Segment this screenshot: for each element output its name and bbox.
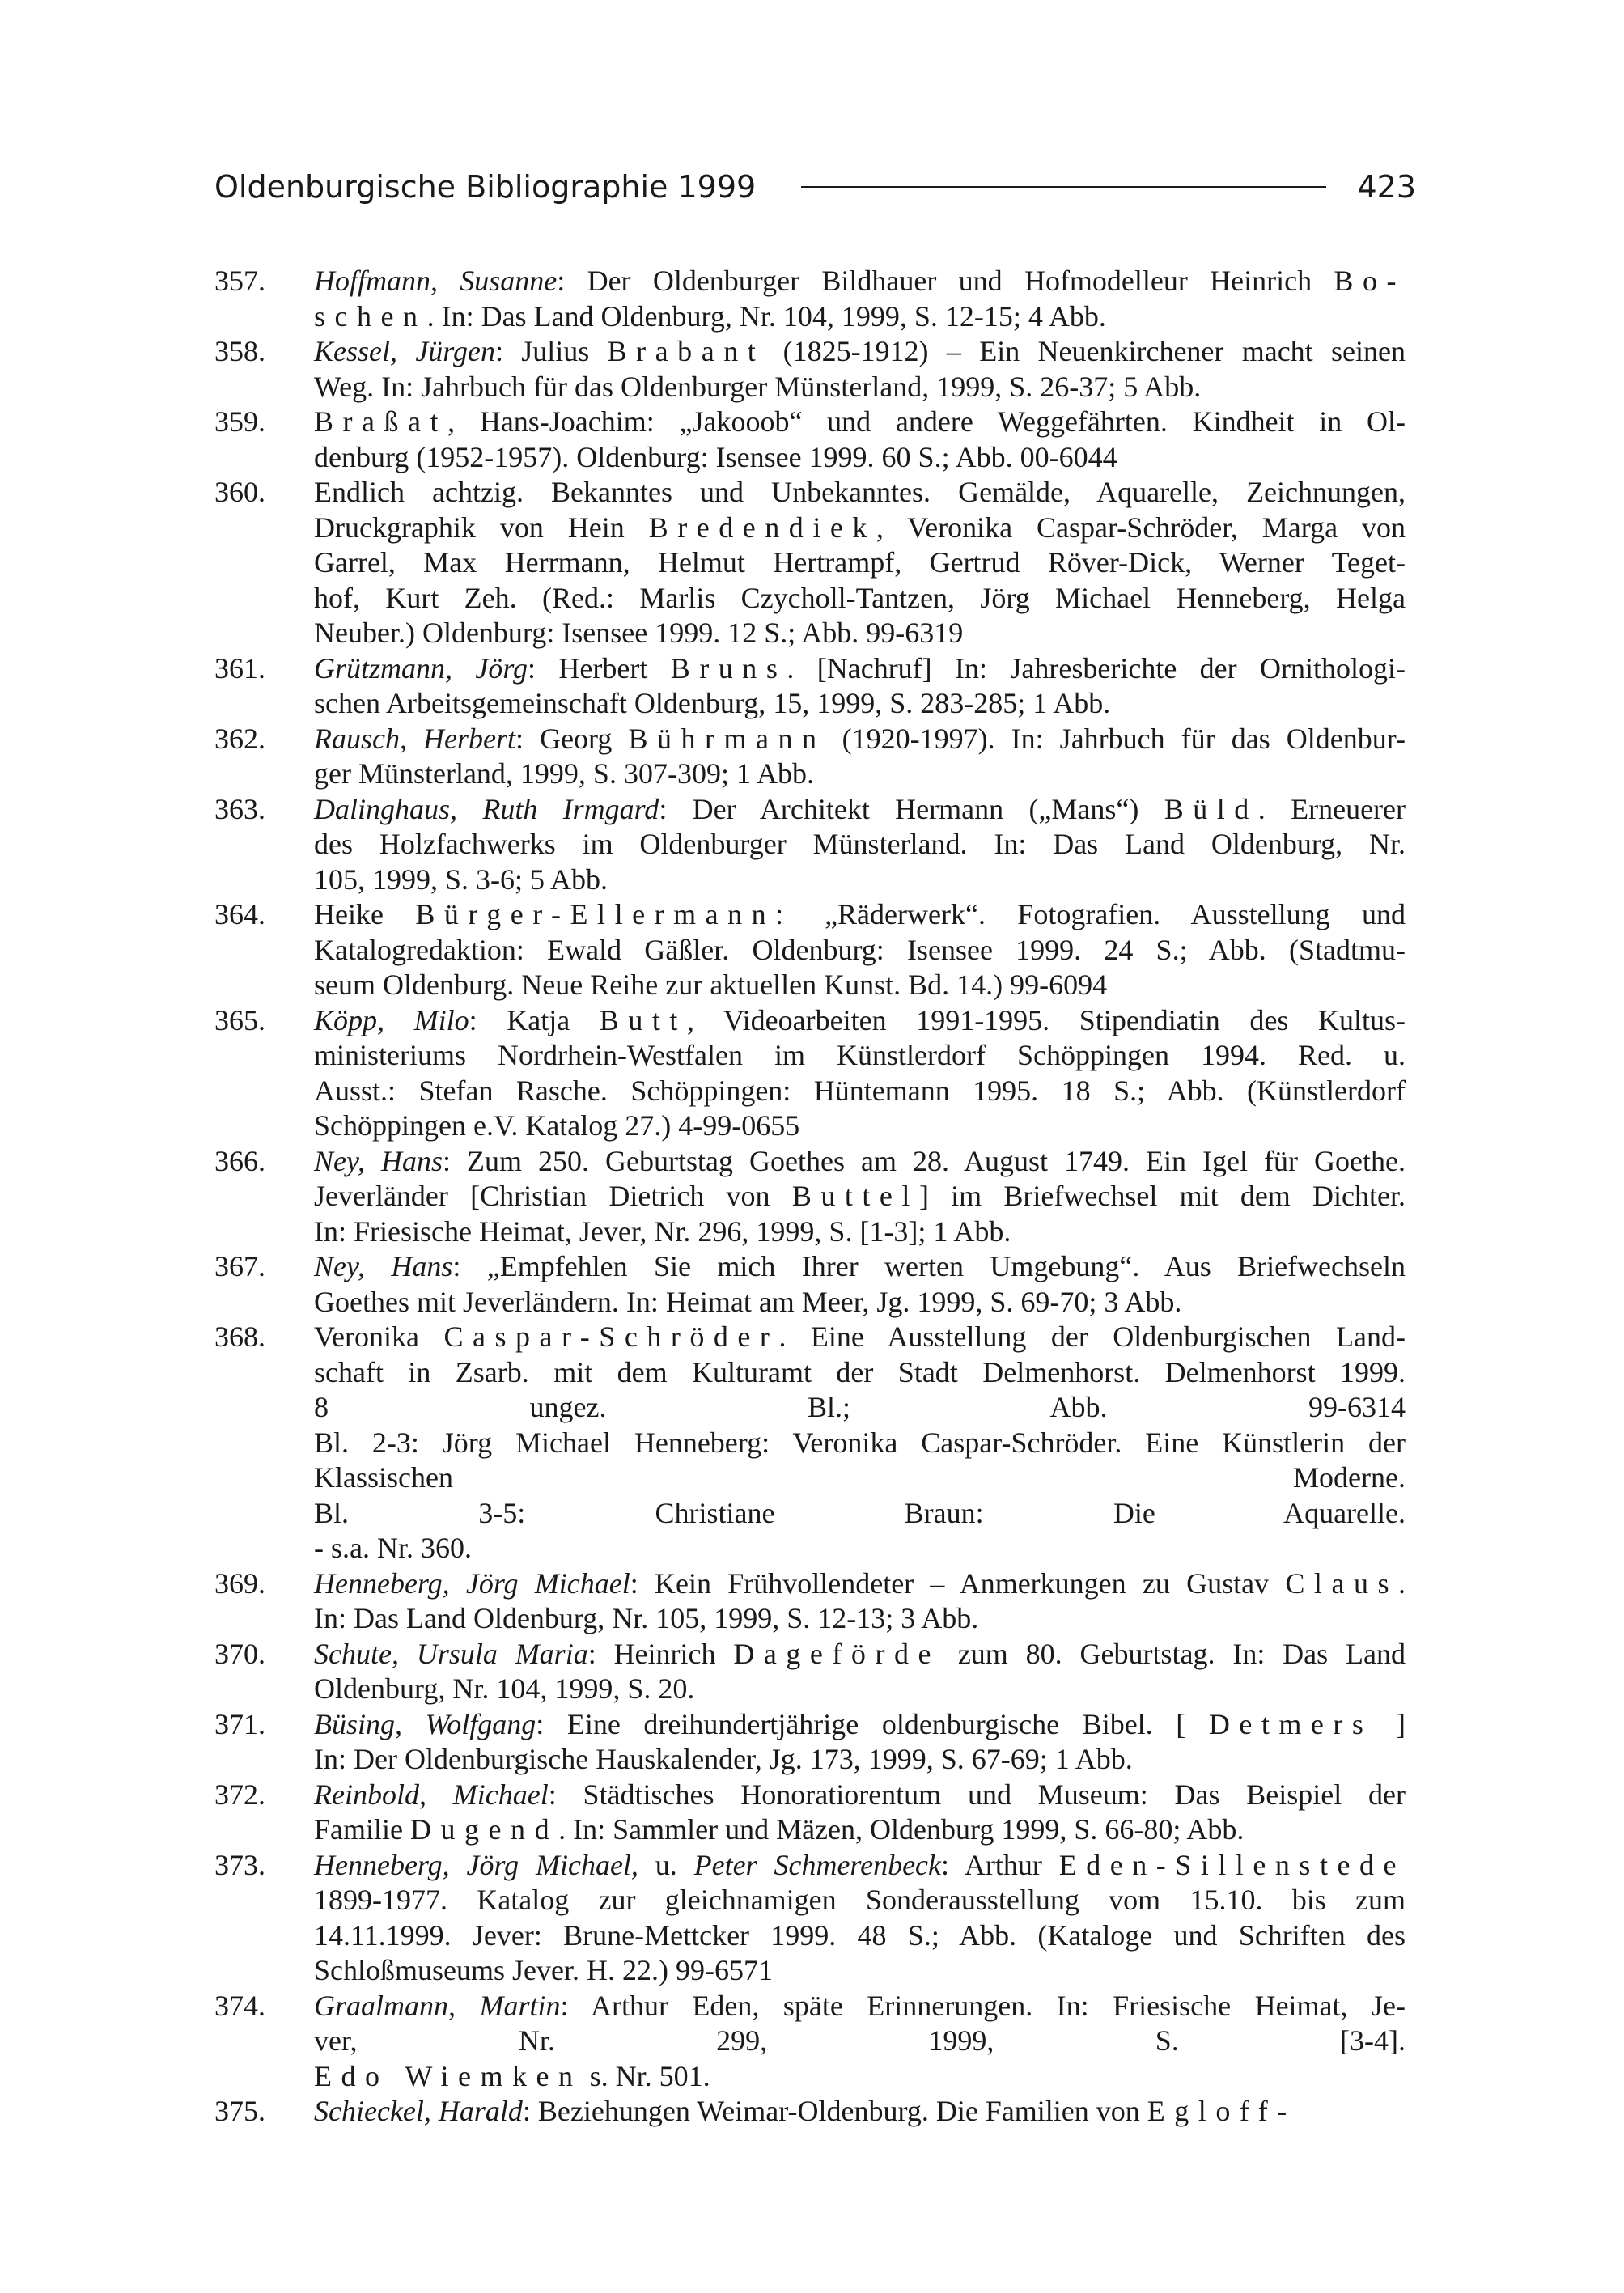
author-name: Rausch, Herbert [314, 722, 516, 755]
bibliography-entry [214, 1566, 1406, 1637]
subject-name: Bürger-Ellermann: [415, 898, 793, 930]
entry-line [314, 792, 1406, 828]
bibliography-entry [214, 1144, 1406, 1250]
entry-line [314, 651, 1406, 687]
entry-line [314, 1144, 1406, 1180]
entry-number: 374. [214, 1989, 265, 2022]
entry-line [314, 722, 1406, 757]
bibliography-entry [214, 1707, 1406, 1778]
entry-segment: ] [1372, 1707, 1406, 1740]
author-name: Henneberg, Jörg Michael, [314, 1848, 638, 1881]
entry-text [314, 405, 1406, 475]
author-name: Büsing, Wolfgang [314, 1707, 536, 1740]
bibliography-entry [214, 405, 1406, 475]
entry-text [314, 651, 1406, 722]
entry-segment: : Der Architekt Hermann („Mans“) [659, 792, 1164, 825]
entry-number: 368. [214, 1320, 265, 1353]
entry-number: 373. [214, 1848, 265, 1881]
entry-segment: : Katja [469, 1003, 600, 1036]
entry-segment: Druckgraphik von Hein [314, 511, 649, 544]
entry-segment: Katalogredaktion: Ewald Gäßler. Oldenburg: Isensee 1999. 24 S.; Abb. (Stadtmu- [314, 933, 1406, 966]
subject-name: Bührmann [628, 722, 826, 755]
author-name: Graalmann, Martin [314, 1989, 561, 2022]
entry-line [314, 968, 1406, 1003]
author-name: Köpp, Milo [314, 1003, 469, 1036]
entry-segment: . In: Das Land Oldenburg, Nr. 104, 1999, S. 12-15; 4 Abb. [426, 299, 1106, 333]
subject-name: Bruns [670, 651, 787, 685]
entry-number: 361. [214, 651, 265, 685]
entry-segment: Jeverländer [Christian Dietrich von [314, 1180, 792, 1212]
subject-name: Butt [599, 1003, 687, 1036]
entry-segment: Bl. 2-3: Jörg Michael Henneberg: Veronika Caspar-Schröder. Eine Künstlerin der [314, 1426, 1406, 1459]
entry-segment: 105, 1999, S. 3-6; 5 Abb. [314, 863, 608, 896]
entry-segment: Bl. 3-5: Christiane Braun: Die Aquarelle. [314, 1496, 1406, 1529]
entry-segment: 1899-1977. Katalog zur gleichnamigen Sonderausstellung vom 15.10. bis zum [314, 1884, 1406, 1916]
entry-number: 370. [214, 1637, 265, 1670]
entry-segment: : Arthur [941, 1848, 1059, 1881]
entry-segment: Garrel, Max Herrmann, Helmut Hertrampf, Gertrud Röver-Dick, Werner Teget- [314, 546, 1406, 579]
header-title: Oldenburgische Bibliographie 1999 [214, 169, 757, 205]
entry-segment: . In: Sammler und Mäzen, Oldenburg 1999, S. 66-80; Abb. [558, 1813, 1245, 1846]
entry-text [314, 1144, 1406, 1250]
subject-name: Büld [1164, 792, 1258, 825]
entry-line [314, 616, 1406, 651]
entry-line [314, 1778, 1406, 1813]
entry-number: 369. [214, 1566, 265, 1600]
entry-segment: Goethes mit Jeverländern. In: Heimat am Meer, Jg. 1999, S. 69-70; 3 Abb. [314, 1285, 1182, 1318]
entry-segment: Klassischen Moderne. [314, 1461, 1406, 1494]
entry-line [314, 1355, 1406, 1391]
entry-text [314, 1778, 1406, 1848]
author-name: Ney, Hans [314, 1144, 443, 1177]
entry-text [314, 897, 1406, 1003]
entry-number: 359. [214, 405, 265, 438]
bibliography-entry [214, 722, 1406, 792]
entry-number: 360. [214, 476, 265, 508]
entry-text [314, 1566, 1406, 1637]
entry-segment: ] im Briefwechsel mit dem Dichter. [918, 1180, 1406, 1212]
entry-line [314, 827, 1406, 863]
bibliography-entries [214, 264, 1406, 2130]
bibliography-entry [214, 2094, 1406, 2130]
author-name: Schieckel, Harald [314, 2095, 523, 2127]
entry-line [314, 1249, 1406, 1285]
entry-line [314, 1707, 1406, 1743]
entry-text [314, 334, 1406, 405]
entry-line [314, 1601, 1406, 1637]
entry-line [314, 1672, 1406, 1707]
entry-line [314, 1953, 1406, 1989]
bibliography-entry [214, 1989, 1406, 2095]
entry-segment: seum Oldenburg. Neue Reihe zur aktuellen Kunst. Bd. 14.) 99-6094 [314, 968, 1108, 1001]
entry-line [314, 686, 1406, 722]
entry-line [314, 1460, 1406, 1496]
entry-number: 364. [214, 898, 265, 930]
bibliography-entry [214, 264, 1406, 334]
entry-line [314, 405, 1406, 440]
bibliography-entry [214, 1848, 1406, 1989]
entry-line [314, 1812, 1406, 1848]
entry-segment: (1920-1997). In: Jahrbuch für das Oldenbur- [825, 722, 1406, 755]
entry-number: 367. [214, 1250, 265, 1282]
entry-segment: In: Friesische Heimat, Jever, Nr. 296, 1999, S. [1-3]; 1 Abb. [314, 1214, 1011, 1248]
entry-segment: , Videoarbeiten 1991-1995. Stipendiatin des Kultus- [686, 1003, 1406, 1036]
entry-segment: . [Nachruf] In: Jahresberichte der Ornithologi- [787, 651, 1406, 685]
entry-segment: - s.a. Nr. 360. [314, 1532, 472, 1564]
entry-line [314, 1214, 1406, 1250]
entry-segment: „Räderwerk“. Fotografien. Ausstellung und [792, 898, 1406, 930]
entry-segment: schen Arbeitsgemeinschaft Oldenburg, 15, 1999, S. 283-285; 1 Abb. [314, 687, 1111, 719]
entry-segment: Neuber.) Oldenburg: Isensee 1999. 12 S.; Abb. 99-6319 [314, 617, 964, 649]
entry-segment: : Kein Frühvollendeter – Anmerkungen zu Gustav [630, 1566, 1286, 1600]
entry-segment: des Holzfachwerks im Oldenburger Münsterland. In: Das Land Oldenburg, Nr. [314, 828, 1406, 860]
entry-line [314, 511, 1406, 546]
entry-segment: : Eine dreihundertjährige oldenburgische Bibel. [ [536, 1707, 1209, 1740]
entry-line [314, 1531, 1406, 1566]
entry-line [314, 1637, 1406, 1672]
entry-number: 362. [214, 722, 265, 755]
entry-segment: zum 80. Geburtstag. In: Das Land [939, 1637, 1406, 1670]
bibliography-entry [214, 1249, 1406, 1320]
entry-line [314, 440, 1406, 476]
entry-text [314, 1249, 1406, 1320]
entry-segment: Oldenburg, Nr. 104, 1999, S. 20. [314, 1672, 695, 1705]
entry-segment: Schöppingen e.V. Katalog 27.) 4-99-0655 [314, 1109, 800, 1142]
entry-segment: : Heinrich [587, 1637, 734, 1670]
entry-number: 375. [214, 2095, 265, 2127]
entry-segment: denburg (1952-1957). Oldenburg: Isensee 1999. 60 S.; Abb. 00-6044 [314, 440, 1117, 473]
entry-segment: . [1398, 1566, 1406, 1600]
entry-segment: 8 ungez. Bl.; Abb. 99-6314 [314, 1391, 1406, 1423]
subject-name: schen [314, 299, 427, 333]
entry-line [314, 933, 1406, 968]
entry-segment: Veronika [314, 1320, 444, 1353]
entry-number: 371. [214, 1707, 265, 1740]
subject-name: Caspar-Schröder [443, 1320, 779, 1353]
entry-line [314, 475, 1406, 511]
entry-line [314, 545, 1406, 581]
subject-name: Buttel [791, 1180, 919, 1212]
entry-segment: Endlich achtzig. Bekanntes und Unbekanntes. Gemälde, Aquarelle, Zeichnungen, [314, 476, 1406, 508]
subject-name: Brabant [607, 335, 765, 367]
entry-line [314, 334, 1406, 370]
author-name: Reinbold, Michael [314, 1778, 549, 1811]
bibliography-entry [214, 475, 1406, 651]
entry-text [314, 2094, 1406, 2130]
bibliography-entry [214, 897, 1406, 1003]
entry-line [314, 370, 1406, 405]
entry-segment: (1825-1912) – Ein Neuenkirchener macht seinen [765, 335, 1406, 367]
entry-segment: In: Das Land Oldenburg, Nr. 105, 1999, S. 12-13; 3 Abb. [314, 1602, 979, 1634]
entry-line [314, 1320, 1406, 1355]
entry-line [314, 1742, 1406, 1778]
entry-segment: In: Der Oldenburgische Hauskalender, Jg. 173, 1999, S. 67-69; 1 Abb. [314, 1743, 1133, 1775]
entry-text [314, 1637, 1406, 1707]
entry-line [314, 897, 1406, 933]
bibliography-entry [214, 1637, 1406, 1707]
entry-text [314, 264, 1406, 334]
bibliography-entry [214, 792, 1406, 898]
subject-name: Detmers [1208, 1707, 1373, 1740]
entry-line [314, 1496, 1406, 1532]
entry-line [314, 1285, 1406, 1320]
entry-text [314, 1989, 1406, 2095]
entry-text [314, 475, 1406, 651]
bibliography-entry [214, 651, 1406, 722]
entry-segment: 14.11.1999. Jever: Brune-Mettcker 1999. 48 S.; Abb. (Kataloge und Schriften des [314, 1918, 1406, 1952]
entry-number: 365. [214, 1003, 265, 1036]
entry-number: 366. [214, 1144, 265, 1177]
author-name: Peter Schmerenbeck [693, 1848, 942, 1881]
entry-line [314, 1108, 1406, 1144]
entry-line [314, 1179, 1406, 1214]
entry-segment: : Herbert [528, 651, 671, 685]
entry-line [314, 1426, 1406, 1461]
entry-segment: schaft in Zsarb. mit dem Kulturamt der Stadt Delmenhorst. Delmenhorst 1999. [314, 1355, 1406, 1388]
entry-line [314, 581, 1406, 617]
entry-segment: : Arthur Eden, späte Erinnerungen. In: Friesische Heimat, Je- [560, 1989, 1406, 2022]
subject-name: Dageförde [733, 1637, 940, 1670]
bibliography-entry [214, 1778, 1406, 1848]
entry-segment: s. Nr. 501. [582, 2059, 710, 2092]
entry-segment: : Städtisches Honoratiorentum und Museum: Das Beispiel der [548, 1778, 1406, 1811]
entry-line [314, 757, 1406, 792]
entry-line [314, 1883, 1406, 1918]
entry-line [314, 1003, 1406, 1039]
entry-segment: Familie [314, 1813, 410, 1846]
entry-text [314, 1003, 1406, 1144]
bibliography-entry [214, 334, 1406, 405]
subject-name: Braßat [314, 405, 448, 438]
entry-text [314, 1707, 1406, 1778]
entry-segment: : Zum 250. Geburtstag Goethes am 28. August 1749. Ein Igel für Goethe. [443, 1144, 1406, 1177]
entry-number: 357. [214, 265, 265, 297]
entry-line [314, 264, 1406, 299]
author-name: Ney, Hans [314, 1250, 453, 1282]
entry-segment: Weg. In: Jahrbuch für das Oldenburger Münsterland, 1999, S. 26-37; 5 Abb. [314, 370, 1202, 403]
author-name: Henneberg, Jörg Michael [314, 1566, 630, 1600]
entry-segment: Heike [314, 898, 416, 930]
entry-line [314, 2024, 1406, 2059]
entry-segment: , Hans-Joachim: „Jakooob“ und andere Weggefährten. Kindheit in Ol- [447, 405, 1406, 438]
page-number: 423 [1357, 169, 1416, 205]
entry-line [314, 1390, 1406, 1426]
entry-segment: . Erneuerer [1257, 792, 1406, 825]
subject-name: Dugend [410, 1813, 559, 1846]
subject-name: Claus [1285, 1566, 1398, 1600]
entry-segment: : Julius [494, 335, 608, 367]
entry-text [314, 1848, 1406, 1989]
bibliography-entry [214, 1003, 1406, 1144]
author-name: Schute, Ursula Maria [314, 1637, 588, 1670]
entry-line [314, 1038, 1406, 1074]
bibliography-entry [214, 1320, 1406, 1566]
entry-line [314, 2094, 1406, 2130]
entry-number: 358. [214, 335, 265, 367]
entry-segment: ministeriums Nordrhein-Westfalen im Künstlerdorf Schöppingen 1994. Red. u. [314, 1039, 1406, 1071]
entry-line [314, 299, 1406, 335]
entry-segment: : Georg [515, 722, 629, 755]
entry-number: 363. [214, 792, 265, 825]
entry-segment: Ausst.: Stefan Rasche. Schöppingen: Hüntemann 1995. 18 S.; Abb. (Künstlerdorf [314, 1074, 1406, 1107]
entry-line [314, 1918, 1406, 1954]
author-name: Hoffmann, Susanne [314, 265, 558, 297]
entry-line [314, 2059, 1406, 2095]
entry-segment: : Der Oldenburger Bildhauer und Hofmodelleur Heinrich [557, 265, 1334, 297]
entry-text [314, 1320, 1406, 1566]
entry-line [314, 1848, 1406, 1884]
entry-segment: : Beziehungen Weimar-Oldenburg. Die Familien von [522, 2095, 1147, 2127]
subject-name: Egloff- [1147, 2095, 1296, 2127]
entry-segment: ver, Nr. 299, 1999, S. [3-4]. [314, 2024, 1406, 2057]
entry-segment: ger Münsterland, 1999, S. 307-309; 1 Abb. [314, 757, 814, 790]
entry-text [314, 792, 1406, 898]
running-header [214, 167, 1416, 207]
header-rule [801, 186, 1326, 188]
entry-line [314, 1566, 1406, 1602]
entry-line [314, 1074, 1406, 1109]
entry-segment: : „Empfehlen Sie mich Ihrer werten Umgebung“. Aus Briefwechseln [452, 1250, 1406, 1282]
entry-line [314, 1989, 1406, 2024]
entry-segment: . Eine Ausstellung der Oldenburgischen Land- [778, 1320, 1406, 1353]
subject-name: Edo Wiemken [314, 2059, 583, 2092]
entry-segment: Schloßmuseums Jever. H. 22.) 99-6571 [314, 1954, 773, 1986]
author-name: Dalinghaus, Ruth Irmgard [314, 792, 659, 825]
subject-name: Bredendiek [648, 511, 876, 544]
entry-segment: hof, Kurt Zeh. (Red.: Marlis Czycholl-Tantzen, Jörg Michael Henneberg, Helga [314, 581, 1406, 614]
entry-segment: , Veronika Caspar-Schröder, Marga von [876, 511, 1406, 544]
subject-name: Bo- [1334, 265, 1406, 297]
subject-name: Eden-Sillenstede [1058, 1848, 1406, 1881]
author-name: Grützmann, Jörg [314, 651, 528, 685]
author-name: Kessel, Jürgen [314, 335, 495, 367]
entry-text [314, 722, 1406, 792]
entry-segment: u. [638, 1848, 694, 1881]
entry-number: 372. [214, 1778, 265, 1811]
entry-line [314, 863, 1406, 898]
